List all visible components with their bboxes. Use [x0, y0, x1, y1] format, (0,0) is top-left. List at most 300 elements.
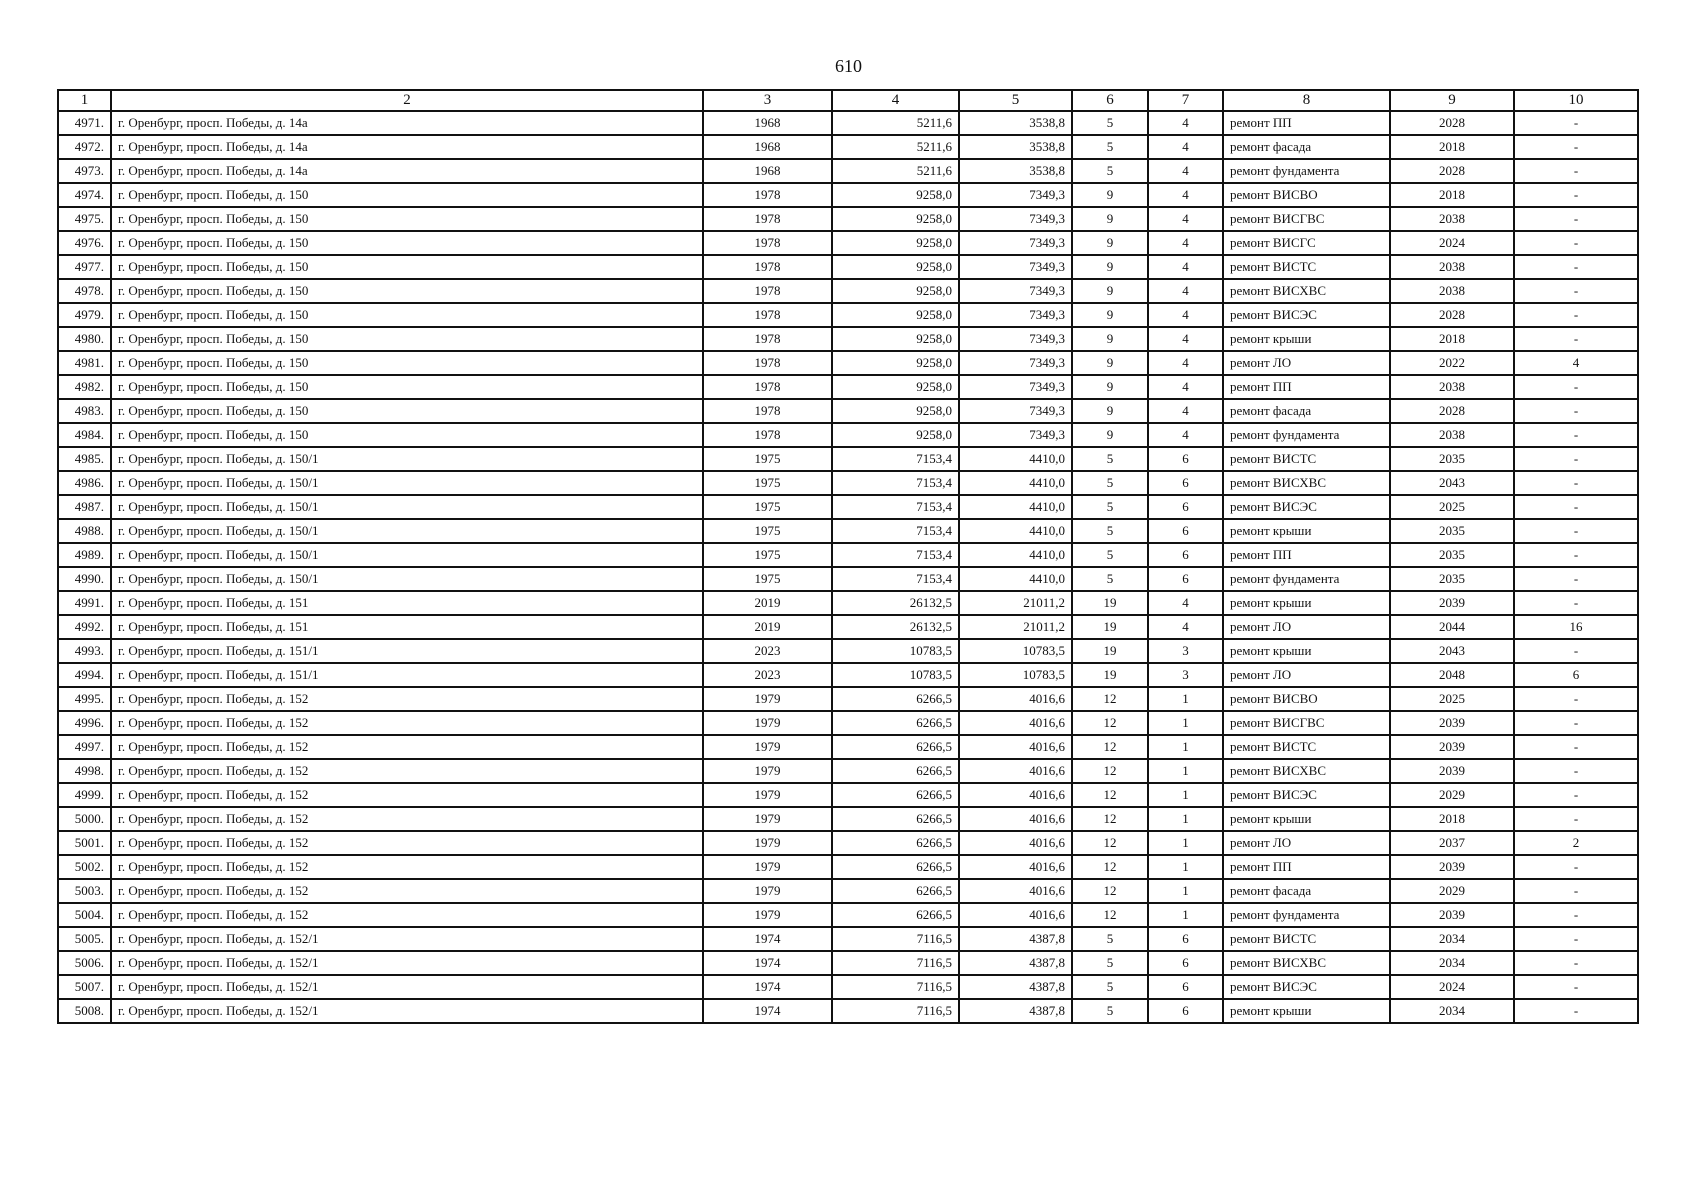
row-number-cell: 4981. [58, 351, 111, 375]
value-col-10-cell: - [1514, 495, 1638, 519]
value-col-10-cell: - [1514, 591, 1638, 615]
planned-year-cell: 2048 [1390, 663, 1514, 687]
year-built-cell: 1974 [703, 951, 832, 975]
value-col-10-cell: - [1514, 423, 1638, 447]
row-number-cell: 4998. [58, 759, 111, 783]
table-row [58, 927, 1638, 951]
planned-year-cell: 2035 [1390, 543, 1514, 567]
planned-year-cell: 2022 [1390, 351, 1514, 375]
floors-cell: 19 [1072, 663, 1148, 687]
column-header-2: 2 [111, 90, 703, 111]
value-col-10-cell: - [1514, 927, 1638, 951]
repair-type-cell: ремонт ВИСТС [1223, 255, 1390, 279]
address-cell: г. Оренбург, просп. Победы, д. 150 [111, 303, 703, 327]
planned-year-cell: 2025 [1390, 687, 1514, 711]
total-area-cell: 26132,5 [832, 615, 959, 639]
planned-year-cell: 2044 [1390, 615, 1514, 639]
repair-type-cell: ремонт ВИСГВС [1223, 711, 1390, 735]
floors-cell: 12 [1072, 807, 1148, 831]
repair-type-cell: ремонт крыши [1223, 591, 1390, 615]
table-row [58, 231, 1638, 255]
table-row [58, 903, 1638, 927]
year-built-cell: 1975 [703, 447, 832, 471]
address-cell: г. Оренбург, просп. Победы, д. 150 [111, 351, 703, 375]
year-built-cell: 2023 [703, 663, 832, 687]
row-number-cell: 4983. [58, 399, 111, 423]
planned-year-cell: 2039 [1390, 735, 1514, 759]
total-area-cell: 6266,5 [832, 735, 959, 759]
row-number-cell: 5005. [58, 927, 111, 951]
table-row [58, 711, 1638, 735]
living-area-cell: 7349,3 [959, 423, 1072, 447]
planned-year-cell: 2035 [1390, 519, 1514, 543]
year-built-cell: 1978 [703, 351, 832, 375]
year-built-cell: 1978 [703, 423, 832, 447]
living-area-cell: 7349,3 [959, 279, 1072, 303]
entrances-cell: 6 [1148, 495, 1223, 519]
entrances-cell: 4 [1148, 135, 1223, 159]
year-built-cell: 1974 [703, 927, 832, 951]
repair-type-cell: ремонт фасада [1223, 879, 1390, 903]
total-area-cell: 6266,5 [832, 759, 959, 783]
living-area-cell: 4410,0 [959, 471, 1072, 495]
table-row [58, 855, 1638, 879]
year-built-cell: 2023 [703, 639, 832, 663]
living-area-cell: 7349,3 [959, 231, 1072, 255]
row-number-cell: 4972. [58, 135, 111, 159]
total-area-cell: 6266,5 [832, 711, 959, 735]
planned-year-cell: 2018 [1390, 135, 1514, 159]
total-area-cell: 7153,4 [832, 519, 959, 543]
repair-type-cell: ремонт ВИСЭС [1223, 303, 1390, 327]
living-area-cell: 4387,8 [959, 927, 1072, 951]
planned-year-cell: 2035 [1390, 447, 1514, 471]
value-col-10-cell: - [1514, 855, 1638, 879]
address-cell: г. Оренбург, просп. Победы, д. 150/1 [111, 471, 703, 495]
living-area-cell: 4016,6 [959, 807, 1072, 831]
year-built-cell: 1975 [703, 567, 832, 591]
entrances-cell: 1 [1148, 903, 1223, 927]
repair-type-cell: ремонт фундамента [1223, 159, 1390, 183]
address-cell: г. Оренбург, просп. Победы, д. 150 [111, 231, 703, 255]
value-col-10-cell: - [1514, 999, 1638, 1023]
row-number-cell: 4992. [58, 615, 111, 639]
entrances-cell: 1 [1148, 687, 1223, 711]
floors-cell: 12 [1072, 903, 1148, 927]
floors-cell: 5 [1072, 135, 1148, 159]
address-cell: г. Оренбург, просп. Победы, д. 150/1 [111, 519, 703, 543]
total-area-cell: 6266,5 [832, 783, 959, 807]
repair-type-cell: ремонт ВИСВО [1223, 183, 1390, 207]
entrances-cell: 1 [1148, 807, 1223, 831]
value-col-10-cell: - [1514, 759, 1638, 783]
address-cell: г. Оренбург, просп. Победы, д. 152/1 [111, 951, 703, 975]
planned-year-cell: 2028 [1390, 303, 1514, 327]
living-area-cell: 4410,0 [959, 519, 1072, 543]
year-built-cell: 1979 [703, 735, 832, 759]
living-area-cell: 3538,8 [959, 159, 1072, 183]
entrances-cell: 4 [1148, 327, 1223, 351]
year-built-cell: 1978 [703, 255, 832, 279]
living-area-cell: 7349,3 [959, 327, 1072, 351]
entrances-cell: 6 [1148, 927, 1223, 951]
repair-type-cell: ремонт ВИСВО [1223, 687, 1390, 711]
address-cell: г. Оренбург, просп. Победы, д. 150 [111, 375, 703, 399]
floors-cell: 12 [1072, 759, 1148, 783]
address-cell: г. Оренбург, просп. Победы, д. 150 [111, 279, 703, 303]
repair-type-cell: ремонт ВИСГВС [1223, 207, 1390, 231]
entrances-cell: 6 [1148, 567, 1223, 591]
year-built-cell: 1975 [703, 471, 832, 495]
year-built-cell: 1968 [703, 111, 832, 135]
entrances-cell: 4 [1148, 399, 1223, 423]
repair-type-cell: ремонт ВИСЭС [1223, 495, 1390, 519]
column-header-4: 4 [832, 90, 959, 111]
address-cell: г. Оренбург, просп. Победы, д. 152 [111, 807, 703, 831]
entrances-cell: 6 [1148, 543, 1223, 567]
planned-year-cell: 2038 [1390, 207, 1514, 231]
living-area-cell: 10783,5 [959, 639, 1072, 663]
year-built-cell: 1978 [703, 327, 832, 351]
address-cell: г. Оренбург, просп. Победы, д. 150/1 [111, 543, 703, 567]
planned-year-cell: 2035 [1390, 567, 1514, 591]
year-built-cell: 1975 [703, 543, 832, 567]
table-row [58, 279, 1638, 303]
floors-cell: 19 [1072, 639, 1148, 663]
floors-cell: 19 [1072, 615, 1148, 639]
value-col-10-cell: 4 [1514, 351, 1638, 375]
address-cell: г. Оренбург, просп. Победы, д. 150 [111, 327, 703, 351]
address-cell: г. Оренбург, просп. Победы, д. 152/1 [111, 975, 703, 999]
entrances-cell: 1 [1148, 783, 1223, 807]
table-row [58, 519, 1638, 543]
value-col-10-cell: - [1514, 951, 1638, 975]
address-cell: г. Оренбург, просп. Победы, д. 151/1 [111, 663, 703, 687]
address-cell: г. Оренбург, просп. Победы, д. 152 [111, 831, 703, 855]
total-area-cell: 9258,0 [832, 255, 959, 279]
total-area-cell: 6266,5 [832, 687, 959, 711]
table-row [58, 111, 1638, 135]
row-number-cell: 4975. [58, 207, 111, 231]
planned-year-cell: 2038 [1390, 279, 1514, 303]
value-col-10-cell: - [1514, 879, 1638, 903]
year-built-cell: 1979 [703, 783, 832, 807]
living-area-cell: 4016,6 [959, 831, 1072, 855]
repair-type-cell: ремонт ВИСГС [1223, 231, 1390, 255]
floors-cell: 5 [1072, 567, 1148, 591]
entrances-cell: 1 [1148, 879, 1223, 903]
repair-type-cell: ремонт ВИСХВС [1223, 279, 1390, 303]
floors-cell: 5 [1072, 495, 1148, 519]
repair-type-cell: ремонт ПП [1223, 855, 1390, 879]
address-cell: г. Оренбург, просп. Победы, д. 151/1 [111, 639, 703, 663]
year-built-cell: 1979 [703, 855, 832, 879]
entrances-cell: 4 [1148, 111, 1223, 135]
address-cell: г. Оренбург, просп. Победы, д. 150 [111, 423, 703, 447]
value-col-10-cell: 16 [1514, 615, 1638, 639]
table-row [58, 255, 1638, 279]
living-area-cell: 7349,3 [959, 303, 1072, 327]
total-area-cell: 7116,5 [832, 927, 959, 951]
entrances-cell: 3 [1148, 663, 1223, 687]
address-cell: г. Оренбург, просп. Победы, д. 150 [111, 207, 703, 231]
floors-cell: 9 [1072, 303, 1148, 327]
table-row [58, 447, 1638, 471]
address-cell: г. Оренбург, просп. Победы, д. 14а [111, 159, 703, 183]
floors-cell: 19 [1072, 591, 1148, 615]
value-col-10-cell: - [1514, 303, 1638, 327]
column-header-5: 5 [959, 90, 1072, 111]
planned-year-cell: 2039 [1390, 855, 1514, 879]
year-built-cell: 1979 [703, 711, 832, 735]
address-cell: г. Оренбург, просп. Победы, д. 151 [111, 591, 703, 615]
address-cell: г. Оренбург, просп. Победы, д. 14а [111, 135, 703, 159]
table-row [58, 975, 1638, 999]
column-header-10: 10 [1514, 90, 1638, 111]
repair-type-cell: ремонт фасада [1223, 135, 1390, 159]
value-col-10-cell: - [1514, 687, 1638, 711]
entrances-cell: 6 [1148, 951, 1223, 975]
planned-year-cell: 2039 [1390, 903, 1514, 927]
column-header-7: 7 [1148, 90, 1223, 111]
floors-cell: 5 [1072, 159, 1148, 183]
value-col-10-cell: - [1514, 375, 1638, 399]
total-area-cell: 6266,5 [832, 903, 959, 927]
floors-cell: 5 [1072, 111, 1148, 135]
column-header-9: 9 [1390, 90, 1514, 111]
table-row [58, 831, 1638, 855]
value-col-10-cell: - [1514, 975, 1638, 999]
repair-type-cell: ремонт ЛО [1223, 615, 1390, 639]
total-area-cell: 6266,5 [832, 855, 959, 879]
repair-type-cell: ремонт ПП [1223, 543, 1390, 567]
total-area-cell: 9258,0 [832, 207, 959, 231]
address-cell: г. Оренбург, просп. Победы, д. 150 [111, 183, 703, 207]
floors-cell: 12 [1072, 879, 1148, 903]
address-cell: г. Оренбург, просп. Победы, д. 150/1 [111, 567, 703, 591]
planned-year-cell: 2029 [1390, 783, 1514, 807]
value-col-10-cell: - [1514, 783, 1638, 807]
row-number-cell: 5008. [58, 999, 111, 1023]
column-header-8: 8 [1223, 90, 1390, 111]
planned-year-cell: 2028 [1390, 399, 1514, 423]
planned-year-cell: 2029 [1390, 879, 1514, 903]
row-number-cell: 4989. [58, 543, 111, 567]
address-cell: г. Оренбург, просп. Победы, д. 152 [111, 759, 703, 783]
row-number-cell: 5004. [58, 903, 111, 927]
planned-year-cell: 2043 [1390, 639, 1514, 663]
row-number-cell: 5001. [58, 831, 111, 855]
address-cell: г. Оренбург, просп. Победы, д. 14а [111, 111, 703, 135]
entrances-cell: 4 [1148, 207, 1223, 231]
planned-year-cell: 2037 [1390, 831, 1514, 855]
table-row [58, 951, 1638, 975]
table-row [58, 159, 1638, 183]
page-number: 610 [835, 56, 862, 76]
row-number-cell: 5003. [58, 879, 111, 903]
repair-type-cell: ремонт ЛО [1223, 351, 1390, 375]
total-area-cell: 7153,4 [832, 495, 959, 519]
repair-type-cell: ремонт ВИСТС [1223, 447, 1390, 471]
planned-year-cell: 2038 [1390, 255, 1514, 279]
row-number-cell: 5006. [58, 951, 111, 975]
table-row [58, 999, 1638, 1023]
header-row [58, 90, 1638, 111]
year-built-cell: 1968 [703, 159, 832, 183]
total-area-cell: 9258,0 [832, 279, 959, 303]
entrances-cell: 4 [1148, 255, 1223, 279]
entrances-cell: 6 [1148, 975, 1223, 999]
row-number-cell: 4973. [58, 159, 111, 183]
value-col-10-cell: - [1514, 735, 1638, 759]
value-col-10-cell: - [1514, 543, 1638, 567]
total-area-cell: 9258,0 [832, 351, 959, 375]
living-area-cell: 3538,8 [959, 111, 1072, 135]
year-built-cell: 1974 [703, 999, 832, 1023]
total-area-cell: 7116,5 [832, 951, 959, 975]
total-area-cell: 6266,5 [832, 807, 959, 831]
year-built-cell: 1979 [703, 903, 832, 927]
planned-year-cell: 2028 [1390, 159, 1514, 183]
address-cell: г. Оренбург, просп. Победы, д. 152/1 [111, 999, 703, 1023]
total-area-cell: 7153,4 [832, 447, 959, 471]
address-cell: г. Оренбург, просп. Победы, д. 152 [111, 855, 703, 879]
entrances-cell: 4 [1148, 375, 1223, 399]
living-area-cell: 3538,8 [959, 135, 1072, 159]
planned-year-cell: 2039 [1390, 711, 1514, 735]
total-area-cell: 5211,6 [832, 135, 959, 159]
floors-cell: 5 [1072, 519, 1148, 543]
living-area-cell: 4016,6 [959, 783, 1072, 807]
floors-cell: 12 [1072, 831, 1148, 855]
planned-year-cell: 2018 [1390, 183, 1514, 207]
value-col-10-cell: - [1514, 903, 1638, 927]
table-row [58, 759, 1638, 783]
address-cell: г. Оренбург, просп. Победы, д. 152 [111, 735, 703, 759]
living-area-cell: 7349,3 [959, 183, 1072, 207]
entrances-cell: 1 [1148, 759, 1223, 783]
repair-type-cell: ремонт фундамента [1223, 903, 1390, 927]
value-col-10-cell: - [1514, 207, 1638, 231]
value-col-10-cell: - [1514, 279, 1638, 303]
row-number-cell: 4988. [58, 519, 111, 543]
value-col-10-cell: 2 [1514, 831, 1638, 855]
value-col-10-cell: - [1514, 807, 1638, 831]
entrances-cell: 4 [1148, 183, 1223, 207]
year-built-cell: 1979 [703, 759, 832, 783]
year-built-cell: 1979 [703, 687, 832, 711]
floors-cell: 5 [1072, 543, 1148, 567]
living-area-cell: 4016,6 [959, 735, 1072, 759]
year-built-cell: 1978 [703, 303, 832, 327]
planned-year-cell: 2024 [1390, 975, 1514, 999]
total-area-cell: 6266,5 [832, 879, 959, 903]
year-built-cell: 2019 [703, 591, 832, 615]
planned-year-cell: 2039 [1390, 759, 1514, 783]
value-col-10-cell: - [1514, 231, 1638, 255]
row-number-cell: 5000. [58, 807, 111, 831]
address-cell: г. Оренбург, просп. Победы, д. 152 [111, 879, 703, 903]
repair-type-cell: ремонт ВИСХВС [1223, 951, 1390, 975]
row-number-cell: 5007. [58, 975, 111, 999]
total-area-cell: 10783,5 [832, 663, 959, 687]
total-area-cell: 9258,0 [832, 375, 959, 399]
planned-year-cell: 2034 [1390, 951, 1514, 975]
floors-cell: 9 [1072, 183, 1148, 207]
entrances-cell: 3 [1148, 639, 1223, 663]
year-built-cell: 1975 [703, 519, 832, 543]
repair-type-cell: ремонт ВИСЭС [1223, 975, 1390, 999]
planned-year-cell: 2043 [1390, 471, 1514, 495]
entrances-cell: 6 [1148, 471, 1223, 495]
year-built-cell: 1978 [703, 183, 832, 207]
row-number-cell: 4996. [58, 711, 111, 735]
table-row [58, 879, 1638, 903]
entrances-cell: 4 [1148, 231, 1223, 255]
row-number-cell: 5002. [58, 855, 111, 879]
entrances-cell: 4 [1148, 303, 1223, 327]
living-area-cell: 4410,0 [959, 447, 1072, 471]
living-area-cell: 7349,3 [959, 399, 1072, 423]
total-area-cell: 26132,5 [832, 591, 959, 615]
table-row [58, 207, 1638, 231]
year-built-cell: 1979 [703, 879, 832, 903]
total-area-cell: 7153,4 [832, 543, 959, 567]
table-body [58, 111, 1638, 1023]
row-number-cell: 4980. [58, 327, 111, 351]
repair-type-cell: ремонт ВИСТС [1223, 927, 1390, 951]
value-col-10-cell: - [1514, 159, 1638, 183]
entrances-cell: 6 [1148, 999, 1223, 1023]
living-area-cell: 7349,3 [959, 207, 1072, 231]
floors-cell: 5 [1072, 927, 1148, 951]
planned-year-cell: 2038 [1390, 423, 1514, 447]
total-area-cell: 9258,0 [832, 423, 959, 447]
entrances-cell: 4 [1148, 615, 1223, 639]
repair-type-cell: ремонт фундамента [1223, 423, 1390, 447]
value-col-10-cell: - [1514, 447, 1638, 471]
floors-cell: 5 [1072, 471, 1148, 495]
row-number-cell: 4987. [58, 495, 111, 519]
table-row [58, 471, 1638, 495]
repair-type-cell: ремонт ЛО [1223, 831, 1390, 855]
entrances-cell: 1 [1148, 711, 1223, 735]
table-row [58, 639, 1638, 663]
value-col-10-cell: - [1514, 255, 1638, 279]
address-cell: г. Оренбург, просп. Победы, д. 152 [111, 783, 703, 807]
repair-type-cell: ремонт ПП [1223, 111, 1390, 135]
floors-cell: 9 [1072, 255, 1148, 279]
value-col-10-cell: - [1514, 711, 1638, 735]
repair-type-cell: ремонт ЛО [1223, 663, 1390, 687]
repair-type-cell: ремонт крыши [1223, 999, 1390, 1023]
total-area-cell: 5211,6 [832, 111, 959, 135]
row-number-cell: 4976. [58, 231, 111, 255]
repair-type-cell: ремонт крыши [1223, 327, 1390, 351]
row-number-cell: 4991. [58, 591, 111, 615]
floors-cell: 12 [1072, 711, 1148, 735]
total-area-cell: 7116,5 [832, 975, 959, 999]
row-number-cell: 4977. [58, 255, 111, 279]
row-number-cell: 4979. [58, 303, 111, 327]
entrances-cell: 4 [1148, 351, 1223, 375]
living-area-cell: 7349,3 [959, 375, 1072, 399]
row-number-cell: 4984. [58, 423, 111, 447]
table-row [58, 783, 1638, 807]
value-col-10-cell: - [1514, 567, 1638, 591]
entrances-cell: 4 [1148, 591, 1223, 615]
planned-year-cell: 2024 [1390, 231, 1514, 255]
